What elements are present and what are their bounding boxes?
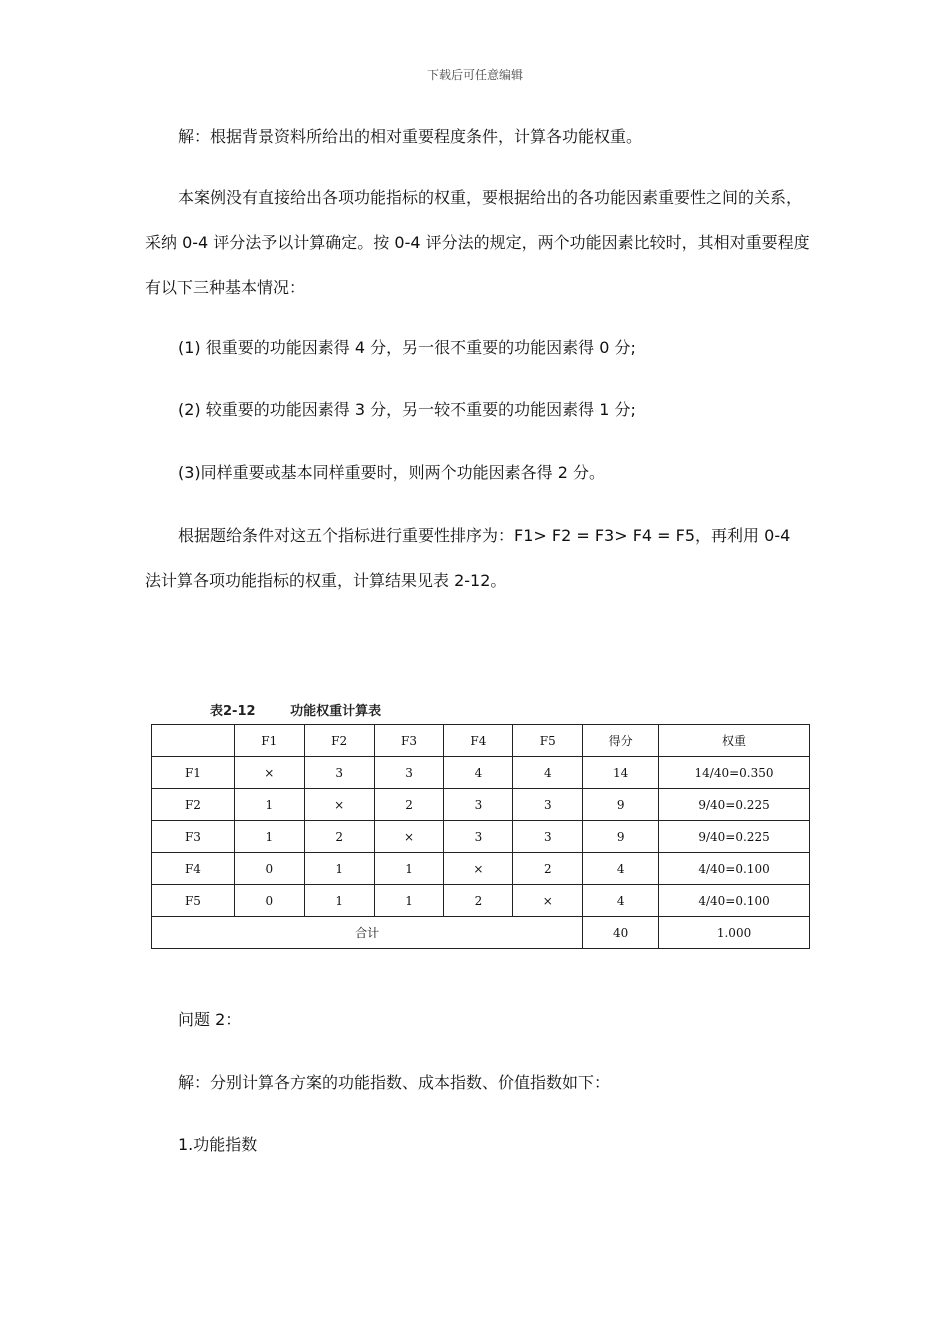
table-cell: 4/40=0.100 (659, 853, 810, 885)
table-cell: 9 (583, 821, 659, 853)
table-row (152, 885, 810, 917)
paragraph-rule-3: (3)同样重要或基本同样重要时，则两个功能因素各得 2 分。 (178, 463, 606, 482)
paragraph-function-index: 1.功能指数 (178, 1135, 258, 1154)
table-cell: F1 (152, 757, 235, 789)
table-cell: 1 (374, 853, 444, 885)
table-cell: F3 (152, 821, 235, 853)
table-cell: 14/40=0.350 (659, 757, 810, 789)
table-cell: F2 (152, 789, 235, 821)
table-cell: 2 (304, 821, 374, 853)
table-cell: 0 (234, 885, 304, 917)
table-cell: 9 (583, 789, 659, 821)
table-cell: 1 (304, 853, 374, 885)
table-caption-number: 表2-12 (210, 704, 256, 719)
table-cell: 1 (234, 789, 304, 821)
table-cell: 4 (513, 757, 583, 789)
table-cell: 1 (234, 821, 304, 853)
table-total-score: 40 (583, 917, 659, 949)
table-cell: 14 (583, 757, 659, 789)
table-cell: 4 (583, 853, 659, 885)
table-cell: 3 (513, 821, 583, 853)
table-total-weight: 1.000 (659, 917, 810, 949)
table-header-cell: F3 (374, 725, 444, 757)
table-cell: 3 (513, 789, 583, 821)
table-cell: 4 (444, 757, 513, 789)
table-cell: 3 (444, 821, 513, 853)
table-row (152, 757, 810, 789)
table-cell: × (374, 821, 444, 853)
paragraph-solution-intro: 解：根据背景资料所给出的相对重要程度条件，计算各功能权重。 (178, 127, 643, 146)
paragraph-rule-1: (1) 很重要的功能因素得 4 分，另一很不重要的功能因素得 0 分; (178, 338, 636, 357)
table-header-row (152, 725, 810, 757)
table-cell: 3 (304, 757, 374, 789)
table-total-label: 合计 (152, 917, 583, 949)
table-header-cell: F4 (444, 725, 513, 757)
table-cell: 4/40=0.100 (659, 885, 810, 917)
table-header-cell: 权重 (659, 725, 810, 757)
paragraph-method: 本案例没有直接给出各项功能指标的权重，要根据给出的各功能因素重要性之间的关系，采纳 0-4 评分法予以计算确定。按 0-4 评分法的规定，两个功能因素比较时，其相对重要程度有以下三种基本情况： (145, 188, 810, 297)
table-caption-title: 功能权重计算表 (290, 704, 382, 719)
table-cell: 2 (444, 885, 513, 917)
table-cell: 4 (583, 885, 659, 917)
table-header-cell: 得分 (583, 725, 659, 757)
paragraph-rule-2: (2) 较重要的功能因素得 3 分，另一较不重要的功能因素得 1 分; (178, 400, 636, 419)
table-header-cell: F2 (304, 725, 374, 757)
table-cell: F4 (152, 853, 235, 885)
paragraph-question-2: 问题 2： (178, 1010, 242, 1029)
weight-table (151, 724, 810, 949)
paragraph-ranking: 根据题给条件对这五个指标进行重要性排序为：F1> F2 = F3> F4 = F5，再利用 0-4 法计算各项功能指标的权重，计算结果见表 2-12。 (145, 526, 791, 590)
table-cell: × (513, 885, 583, 917)
table-cell: 2 (513, 853, 583, 885)
table-cell: 0 (234, 853, 304, 885)
table-row (152, 789, 810, 821)
table-cell: 2 (374, 789, 444, 821)
table-caption (210, 700, 381, 719)
table-cell: 9/40=0.225 (659, 821, 810, 853)
table-cell: 3 (444, 789, 513, 821)
table-cell: F5 (152, 885, 235, 917)
table-cell: 1 (374, 885, 444, 917)
table-cell: 9/40=0.225 (659, 789, 810, 821)
table-row (152, 821, 810, 853)
table-header-cell: F5 (513, 725, 583, 757)
table-cell: × (444, 853, 513, 885)
table-cell: × (304, 789, 374, 821)
table-header-cell (152, 725, 235, 757)
page-header: 下载后可任意编辑 (426, 68, 523, 82)
table-row (152, 853, 810, 885)
paragraph-indices-intro: 解：分别计算各方案的功能指数、成本指数、价值指数如下： (178, 1073, 611, 1092)
table-header-cell: F1 (234, 725, 304, 757)
table-cell: 1 (304, 885, 374, 917)
table-cell: × (234, 757, 304, 789)
table-cell: 3 (374, 757, 444, 789)
table-total-row (152, 917, 810, 949)
